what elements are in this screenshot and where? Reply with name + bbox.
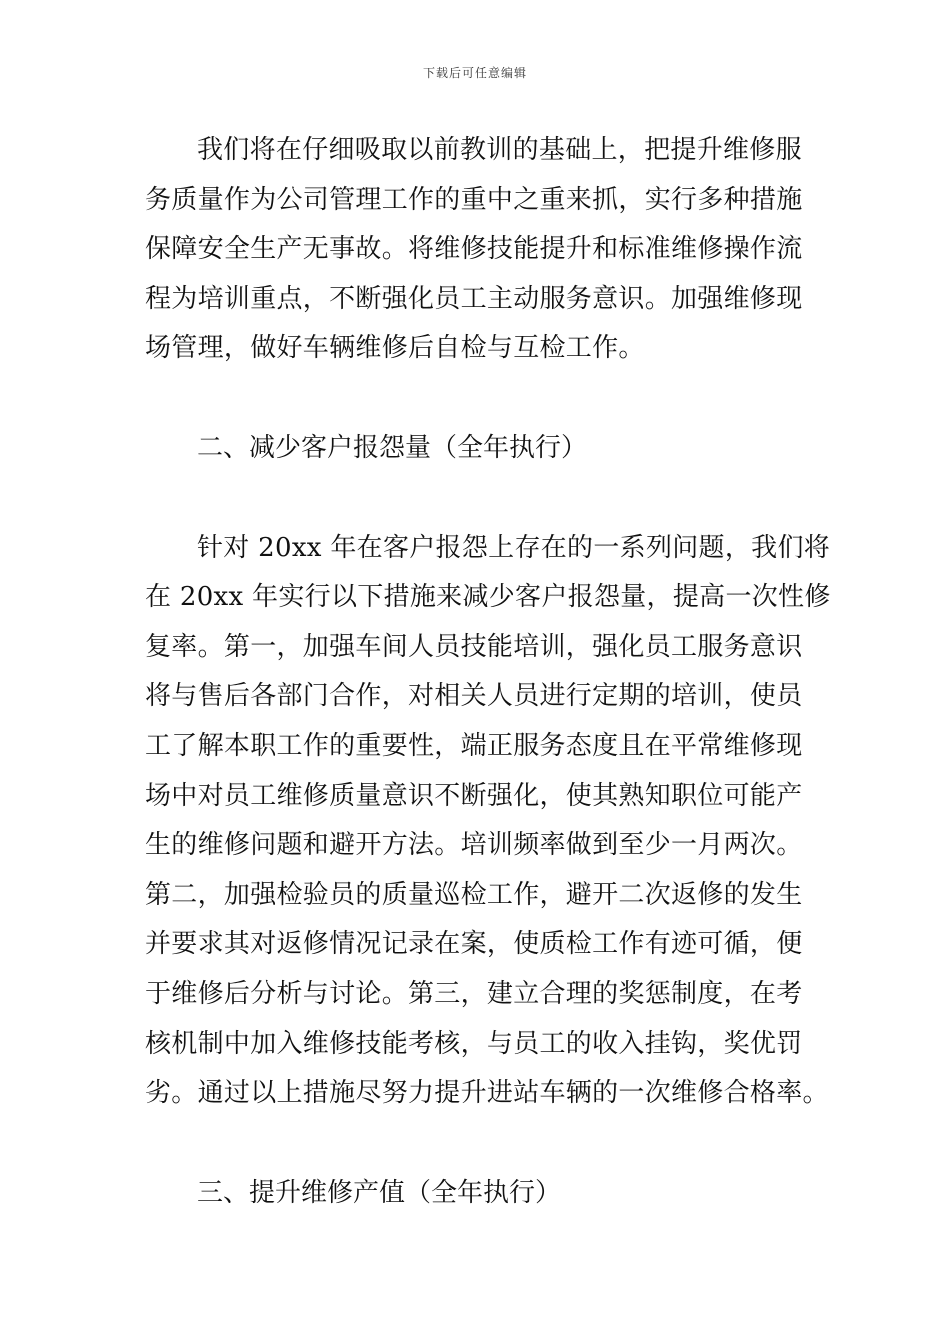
paragraph-line: 劣。通过以上措施尽努力提升进站车辆的一次维修合格率。 (145, 1078, 829, 1109)
spacer (145, 1119, 807, 1169)
paragraph-line: 场中对员工维修质量意识不断强化，使其熟知职位可能产 (145, 780, 803, 811)
page-header: 下载后可任意编辑 (422, 66, 527, 80)
paragraph-line: 保障安全生产无事故。将维修技能提升和标准维修操作流 (145, 234, 803, 265)
paragraph-line: 程为培训重点，不断强化员工主动服务意识。加强维修现 (145, 283, 803, 314)
spacer (145, 374, 807, 424)
paragraph-quality-service (145, 126, 807, 374)
paragraph-line: 在 20xx 年实行以下措施来减少客户报怨量，提高一次性修 (145, 582, 831, 613)
paragraph-line: 我们将在仔细吸取以前教训的基础上，把提升维修服 (197, 135, 802, 165)
paragraph-line: 核机制中加入维修技能考核，与员工的收入挂钩，奖优罚 (145, 1028, 803, 1059)
section-heading-3: 三、提升维修产值（全年执行） (197, 1177, 562, 1208)
paragraph-line: 场管理，做好车辆维修后自检与互检工作。 (145, 333, 645, 364)
paragraph-line: 工了解本职工作的重要性，端正服务态度且在平常维修现 (145, 730, 803, 761)
paragraph-line: 并要求其对返修情况记录在案，使质检工作有迹可循，便 (145, 929, 803, 960)
spacer (145, 474, 807, 524)
paragraph-line: 于维修后分析与讨论。第三，建立合理的奖惩制度，在考 (145, 978, 803, 1009)
document-body (145, 126, 831, 1218)
section-heading-2: 二、减少客户报怨量（全年执行） (197, 432, 588, 463)
paragraph-line: 第二，加强检验员的质量巡检工作，避开二次返修的发生 (145, 879, 803, 910)
paragraph-line: 将与售后各部门合作，对相关人员进行定期的培训，使员 (145, 681, 803, 712)
paragraph-line: 生的维修问题和避开方法。培训频率做到至少一月两次。 (145, 830, 803, 861)
paragraph-line: 针对 20xx 年在客户报怨上存在的一系列问题，我们将 (197, 532, 831, 563)
paragraph-line: 务质量作为公司管理工作的重中之重来抓，实行多种措施 (145, 184, 803, 215)
paragraph-complaints (145, 524, 831, 1119)
paragraph-line: 复率。第一，加强车间人员技能培训，强化员工服务意识 (145, 631, 803, 662)
